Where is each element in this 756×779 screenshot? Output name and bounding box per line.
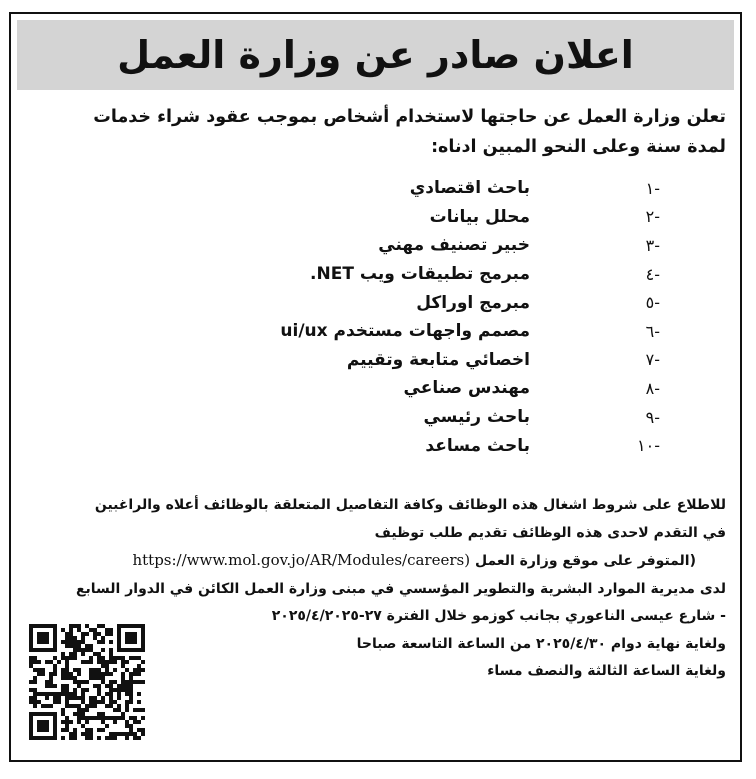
job-item — [140, 317, 660, 346]
notes-line-7: ولغاية الساعة الثالثة والنصف مساء — [487, 663, 726, 679]
intro-text — [23, 102, 726, 162]
notes-line-2: في التقدم لاحدى هذه الوظائف تقديم طلب توظيف — [374, 524, 726, 541]
job-title: باحث اقتصادي — [409, 178, 530, 199]
notes-line-5: - شارع عيسى الناعوري بجانب كوزمو خلال الفترة ٢٧-٢٠٢٥/٤/٢٠٢٥ — [271, 608, 726, 624]
job-item — [140, 174, 660, 203]
job-title: اخصائي متابعة وتقييم — [346, 349, 530, 370]
job-number: -١٠ — [637, 436, 660, 456]
job-number: -٤ — [645, 264, 660, 284]
job-number: -٧ — [645, 350, 660, 370]
job-item — [140, 403, 660, 432]
announcement-title: اعلان صادر عن وزارة العمل — [117, 33, 634, 77]
job-title: مبرمج تطبيقات ويب NET. — [310, 264, 530, 285]
announcement-frame — [9, 12, 742, 762]
job-number: -١ — [645, 178, 660, 198]
intro-line-1: تعلن وزارة العمل عن حاجتها لاستخدام أشخاص بموجب عقود شراء خدمات — [93, 107, 726, 127]
job-item — [140, 260, 660, 289]
notes-line-6: ولغاية نهاية دوام ٢٠٢٥/٤/٣٠ من الساعة التاسعة صباحا — [356, 635, 726, 652]
jobs-list — [140, 174, 660, 460]
job-title: خبير تصنيف مهني — [378, 235, 530, 256]
careers-url-link[interactable]: https://www.mol.gov.jo/AR/Modules/careers) — [132, 551, 471, 569]
notes-line-4: لدى مديرية الموارد البشرية والتطوير المؤسسي في مبنى وزارة العمل الكائن في الدوار السابع — [75, 580, 726, 597]
job-item — [140, 288, 660, 317]
notes-url-prefix: (المتوفر على موقع وزارة العمل — [474, 553, 696, 569]
job-item — [140, 374, 660, 403]
notes-line-1: للاطلاع على شروط اشغال هذه الوظائف وكافة التفاصيل المتعلقة بالوظائف أعلاه والراغبين — [94, 497, 726, 513]
job-title: مهندس صناعي — [403, 378, 530, 399]
qr-code-graphic — [29, 624, 145, 740]
job-number: -٥ — [645, 293, 660, 313]
notes-url-line — [23, 547, 726, 576]
job-number: -٩ — [645, 407, 660, 427]
job-title: مصمم واجهات مستخدم ui/ux — [280, 321, 530, 342]
job-number: -٨ — [645, 378, 660, 398]
job-item — [140, 231, 660, 260]
job-number: -٢ — [645, 207, 660, 227]
job-number: -٣ — [645, 235, 660, 255]
job-title: باحث رئيسي — [423, 407, 530, 428]
job-title: مبرمج اوراكل — [416, 292, 530, 313]
job-item — [140, 431, 660, 460]
job-title: محلل بيانات — [429, 206, 530, 227]
qr-code-icon[interactable] — [29, 624, 145, 740]
title-banner — [17, 20, 734, 90]
job-item — [140, 346, 660, 375]
job-number: -٦ — [645, 321, 660, 341]
job-item — [140, 203, 660, 232]
job-title: باحث مساعد — [425, 435, 530, 456]
intro-line-2: لمدة سنة وعلى النحو المبين ادناه: — [431, 137, 726, 157]
